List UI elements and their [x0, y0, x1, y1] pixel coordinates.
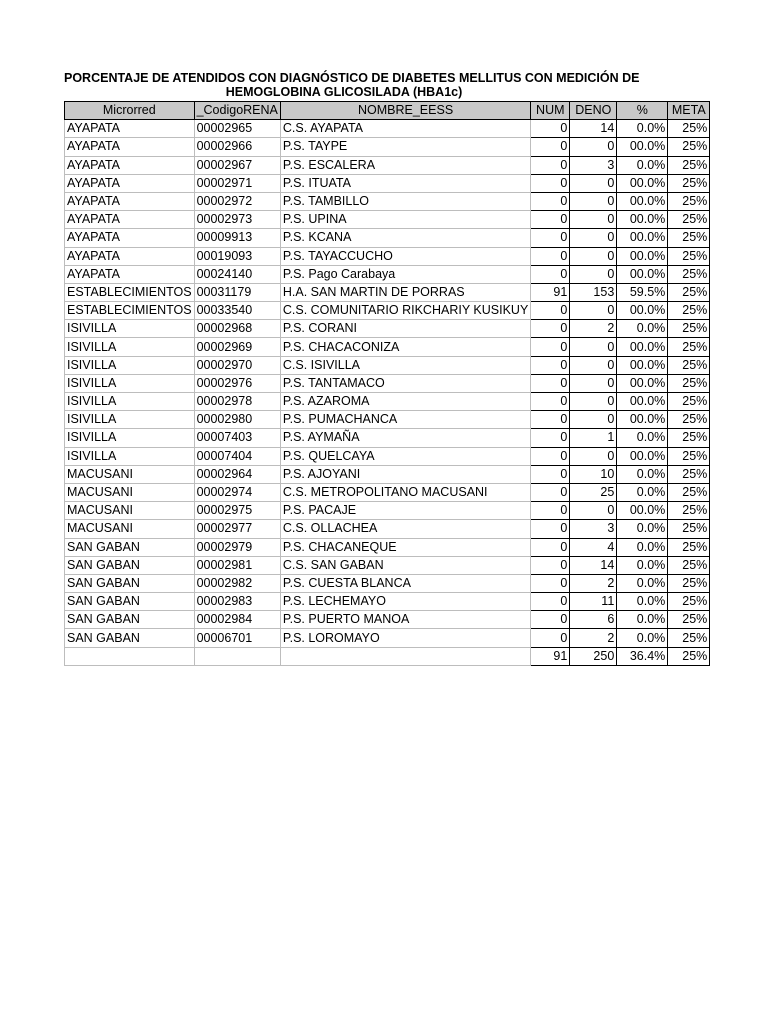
codigo-cell: 00002980 — [194, 411, 280, 429]
nombre-eess-cell: P.S. ITUATA — [280, 174, 530, 192]
codigo-cell: 00002981 — [194, 556, 280, 574]
codigo-cell: 00002979 — [194, 538, 280, 556]
meta-cell: 25% — [668, 429, 710, 447]
codigo-cell: 00002983 — [194, 593, 280, 611]
microrred-cell: SAN GABAN — [65, 556, 195, 574]
microrred-cell: AYAPATA — [65, 247, 195, 265]
table-row — [65, 411, 710, 429]
table-row — [65, 192, 710, 210]
num-cell: 0 — [531, 374, 570, 392]
nombre-eess-cell: P.S. CUESTA BLANCA — [280, 574, 530, 592]
num-cell: 0 — [531, 138, 570, 156]
nombre-eess-cell: P.S. AYMAÑA — [280, 429, 530, 447]
nombre-eess-cell: P.S. PUMACHANCA — [280, 411, 530, 429]
codigo-cell: 00002970 — [194, 356, 280, 374]
percent-cell: 0.0% — [617, 320, 668, 338]
nombre-eess-cell: P.S. PUERTO MANOA — [280, 611, 530, 629]
codigo-cell: 00002974 — [194, 483, 280, 501]
meta-cell: 25% — [668, 302, 710, 320]
codigo-cell: 00002968 — [194, 320, 280, 338]
percent-cell: 00.0% — [617, 302, 668, 320]
deno-cell: 3 — [570, 520, 617, 538]
percent-cell: 0.0% — [617, 429, 668, 447]
num-cell: 0 — [531, 229, 570, 247]
percent-cell: 00.0% — [617, 411, 668, 429]
table-row — [65, 465, 710, 483]
deno-cell: 2 — [570, 629, 617, 647]
codigo-cell: 00002967 — [194, 156, 280, 174]
nombre-eess-cell: P.S. TAMBILLO — [280, 192, 530, 210]
table-row — [65, 447, 710, 465]
nombre-eess-cell: P.S. Pago Carabaya — [280, 265, 530, 283]
num-cell: 0 — [531, 574, 570, 592]
percent-cell: 00.0% — [617, 447, 668, 465]
deno-cell: 0 — [570, 229, 617, 247]
nombre-eess-cell: C.S. ISIVILLA — [280, 356, 530, 374]
percent-cell: 0.0% — [617, 120, 668, 138]
deno-cell: 0 — [570, 211, 617, 229]
nombre-eess-cell: P.S. CHACANEQUE — [280, 538, 530, 556]
percent-cell: 00.0% — [617, 211, 668, 229]
nombre-eess-cell: H.A. SAN MARTIN DE PORRAS — [280, 283, 530, 301]
percent-cell: 0.0% — [617, 538, 668, 556]
percent-cell: 0.0% — [617, 629, 668, 647]
report-title-line1: PORCENTAJE DE ATENDIDOS CON DIAGNÓSTICO DE DIABETES MELLITUS CON MEDICIÓN DE — [64, 71, 640, 85]
percent-cell: 0.0% — [617, 611, 668, 629]
deno-cell: 14 — [570, 556, 617, 574]
deno-cell: 10 — [570, 465, 617, 483]
codigo-cell: 00002975 — [194, 502, 280, 520]
deno-cell: 2 — [570, 574, 617, 592]
codigo-cell: 00007403 — [194, 429, 280, 447]
meta-cell: 25% — [668, 538, 710, 556]
percent-cell: 00.0% — [617, 356, 668, 374]
num-cell: 0 — [531, 483, 570, 501]
percent-cell: 0.0% — [617, 520, 668, 538]
table-row — [65, 138, 710, 156]
codigo-cell: 00002973 — [194, 211, 280, 229]
num-cell: 0 — [531, 556, 570, 574]
codigo-cell: 00024140 — [194, 265, 280, 283]
meta-cell: 25% — [668, 174, 710, 192]
num-cell: 0 — [531, 429, 570, 447]
nombre-eess-cell: P.S. TAYPE — [280, 138, 530, 156]
header-microrred: Microrred — [65, 102, 195, 120]
meta-cell: 25% — [668, 465, 710, 483]
microrred-cell: SAN GABAN — [65, 538, 195, 556]
table-row — [65, 629, 710, 647]
header-percent: % — [617, 102, 668, 120]
data-table — [64, 101, 710, 666]
microrred-cell: AYAPATA — [65, 229, 195, 247]
nombre-eess-cell: P.S. TAYACCUCHO — [280, 247, 530, 265]
table-row — [65, 556, 710, 574]
codigo-cell: 00002964 — [194, 465, 280, 483]
deno-cell: 0 — [570, 265, 617, 283]
deno-cell: 25 — [570, 483, 617, 501]
deno-cell: 3 — [570, 156, 617, 174]
num-cell: 0 — [531, 356, 570, 374]
total-nombre-eess-cell — [280, 647, 530, 665]
meta-cell: 25% — [668, 393, 710, 411]
deno-cell: 0 — [570, 338, 617, 356]
meta-cell: 25% — [668, 447, 710, 465]
table-row — [65, 593, 710, 611]
meta-cell: 25% — [668, 629, 710, 647]
num-cell: 0 — [531, 120, 570, 138]
header-nombre-eess: NOMBRE_EESS — [280, 102, 530, 120]
num-cell: 0 — [531, 502, 570, 520]
num-cell: 0 — [531, 465, 570, 483]
meta-cell: 25% — [668, 247, 710, 265]
num-cell: 91 — [531, 283, 570, 301]
microrred-cell: ESTABLECIMIENTOS — [65, 302, 195, 320]
deno-cell: 0 — [570, 447, 617, 465]
meta-cell: 25% — [668, 192, 710, 210]
deno-cell: 0 — [570, 302, 617, 320]
header-deno: DENO — [570, 102, 617, 120]
percent-cell: 0.0% — [617, 593, 668, 611]
nombre-eess-cell: P.S. AZAROMA — [280, 393, 530, 411]
table-row — [65, 393, 710, 411]
codigo-cell: 00002978 — [194, 393, 280, 411]
header-meta: META — [668, 102, 710, 120]
num-cell: 0 — [531, 447, 570, 465]
microrred-cell: SAN GABAN — [65, 611, 195, 629]
microrred-cell: AYAPATA — [65, 192, 195, 210]
nombre-eess-cell: C.S. AYAPATA — [280, 120, 530, 138]
meta-cell: 25% — [668, 574, 710, 592]
percent-cell: 00.0% — [617, 247, 668, 265]
deno-cell: 2 — [570, 320, 617, 338]
percent-cell: 59.5% — [617, 283, 668, 301]
total-num-cell: 91 — [531, 647, 570, 665]
num-cell: 0 — [531, 593, 570, 611]
percent-cell: 00.0% — [617, 338, 668, 356]
deno-cell: 14 — [570, 120, 617, 138]
codigo-cell: 00009913 — [194, 229, 280, 247]
microrred-cell: ISIVILLA — [65, 429, 195, 447]
codigo-cell: 00002976 — [194, 374, 280, 392]
total-codigo-cell — [194, 647, 280, 665]
percent-cell: 00.0% — [617, 393, 668, 411]
meta-cell: 25% — [668, 283, 710, 301]
num-cell: 0 — [531, 338, 570, 356]
meta-cell: 25% — [668, 374, 710, 392]
table-row — [65, 211, 710, 229]
microrred-cell: MACUSANI — [65, 502, 195, 520]
nombre-eess-cell: P.S. CORANI — [280, 320, 530, 338]
table-row — [65, 374, 710, 392]
table-row — [65, 283, 710, 301]
microrred-cell: AYAPATA — [65, 211, 195, 229]
microrred-cell: MACUSANI — [65, 520, 195, 538]
meta-cell: 25% — [668, 502, 710, 520]
report-title-line2: HEMOGLOBINA GLICOSILADA (HBA1c) — [225, 85, 463, 99]
deno-cell: 0 — [570, 502, 617, 520]
microrred-cell: ISIVILLA — [65, 411, 195, 429]
nombre-eess-cell: P.S. KCANA — [280, 229, 530, 247]
microrred-cell: AYAPATA — [65, 120, 195, 138]
percent-cell: 00.0% — [617, 374, 668, 392]
microrred-cell: SAN GABAN — [65, 574, 195, 592]
meta-cell: 25% — [668, 229, 710, 247]
deno-cell: 1 — [570, 429, 617, 447]
microrred-cell: ISIVILLA — [65, 338, 195, 356]
nombre-eess-cell: C.S. COMUNITARIO RIKCHARIY KUSIKUY — [280, 302, 530, 320]
num-cell: 0 — [531, 211, 570, 229]
microrred-cell: ISIVILLA — [65, 393, 195, 411]
header-num: NUM — [531, 102, 570, 120]
deno-cell: 0 — [570, 247, 617, 265]
nombre-eess-cell: P.S. PACAJE — [280, 502, 530, 520]
nombre-eess-cell: P.S. TANTAMACO — [280, 374, 530, 392]
deno-cell: 6 — [570, 611, 617, 629]
percent-cell: 00.0% — [617, 138, 668, 156]
num-cell: 0 — [531, 320, 570, 338]
meta-cell: 25% — [668, 411, 710, 429]
table-row — [65, 265, 710, 283]
num-cell: 0 — [531, 520, 570, 538]
table-row — [65, 229, 710, 247]
codigo-cell: 00007404 — [194, 447, 280, 465]
nombre-eess-cell: P.S. LOROMAYO — [280, 629, 530, 647]
deno-cell: 0 — [570, 356, 617, 374]
microrred-cell: SAN GABAN — [65, 593, 195, 611]
codigo-cell: 00002984 — [194, 611, 280, 629]
num-cell: 0 — [531, 192, 570, 210]
meta-cell: 25% — [668, 138, 710, 156]
nombre-eess-cell: P.S. LECHEMAYO — [280, 593, 530, 611]
nombre-eess-cell: P.S. AJOYANI — [280, 465, 530, 483]
meta-cell: 25% — [668, 156, 710, 174]
table-row — [65, 574, 710, 592]
table-row — [65, 247, 710, 265]
num-cell: 0 — [531, 629, 570, 647]
microrred-cell: ISIVILLA — [65, 356, 195, 374]
codigo-cell: 00002972 — [194, 192, 280, 210]
microrred-cell: ISIVILLA — [65, 320, 195, 338]
codigo-cell: 00031179 — [194, 283, 280, 301]
num-cell: 0 — [531, 174, 570, 192]
table-row — [65, 611, 710, 629]
nombre-eess-cell: P.S. ESCALERA — [280, 156, 530, 174]
nombre-eess-cell: P.S. CHACACONIZA — [280, 338, 530, 356]
codigo-cell: 00002966 — [194, 138, 280, 156]
meta-cell: 25% — [668, 120, 710, 138]
codigo-cell: 00002965 — [194, 120, 280, 138]
table-row — [65, 520, 710, 538]
percent-cell: 00.0% — [617, 502, 668, 520]
num-cell: 0 — [531, 611, 570, 629]
deno-cell: 0 — [570, 393, 617, 411]
deno-cell: 4 — [570, 538, 617, 556]
meta-cell: 25% — [668, 320, 710, 338]
table-row — [65, 538, 710, 556]
total-percent-cell: 36.4% — [617, 647, 668, 665]
nombre-eess-cell: P.S. UPINA — [280, 211, 530, 229]
microrred-cell: ISIVILLA — [65, 447, 195, 465]
total-deno-cell: 250 — [570, 647, 617, 665]
microrred-cell: AYAPATA — [65, 138, 195, 156]
codigo-cell: 00002971 — [194, 174, 280, 192]
meta-cell: 25% — [668, 356, 710, 374]
table-row — [65, 338, 710, 356]
codigo-cell: 00033540 — [194, 302, 280, 320]
percent-cell: 00.0% — [617, 265, 668, 283]
codigo-cell: 00006701 — [194, 629, 280, 647]
table-row — [65, 302, 710, 320]
meta-cell: 25% — [668, 611, 710, 629]
num-cell: 0 — [531, 265, 570, 283]
microrred-cell: SAN GABAN — [65, 629, 195, 647]
percent-cell: 0.0% — [617, 556, 668, 574]
table-row — [65, 356, 710, 374]
percent-cell: 00.0% — [617, 229, 668, 247]
meta-cell: 25% — [668, 483, 710, 501]
meta-cell: 25% — [668, 265, 710, 283]
codigo-cell: 00002982 — [194, 574, 280, 592]
table-row — [65, 174, 710, 192]
codigo-cell: 00002977 — [194, 520, 280, 538]
percent-cell: 00.0% — [617, 192, 668, 210]
deno-cell: 0 — [570, 138, 617, 156]
microrred-cell: MACUSANI — [65, 465, 195, 483]
codigo-cell: 00002969 — [194, 338, 280, 356]
microrred-cell: AYAPATA — [65, 156, 195, 174]
percent-cell: 00.0% — [617, 174, 668, 192]
meta-cell: 25% — [668, 520, 710, 538]
deno-cell: 0 — [570, 174, 617, 192]
header-codigo-renaes: _CodigoRENA — [194, 102, 280, 120]
deno-cell: 11 — [570, 593, 617, 611]
num-cell: 0 — [531, 247, 570, 265]
deno-cell: 0 — [570, 192, 617, 210]
microrred-cell: ISIVILLA — [65, 374, 195, 392]
percent-cell: 0.0% — [617, 483, 668, 501]
num-cell: 0 — [531, 538, 570, 556]
deno-cell: 153 — [570, 283, 617, 301]
table-row — [65, 120, 710, 138]
percent-cell: 0.0% — [617, 156, 668, 174]
header-row — [65, 102, 710, 120]
num-cell: 0 — [531, 156, 570, 174]
nombre-eess-cell: P.S. QUELCAYA — [280, 447, 530, 465]
percent-cell: 0.0% — [617, 465, 668, 483]
num-cell: 0 — [531, 302, 570, 320]
table-row — [65, 320, 710, 338]
meta-cell: 25% — [668, 338, 710, 356]
microrred-cell: ESTABLECIMIENTOS — [65, 283, 195, 301]
report-title — [64, 71, 640, 99]
meta-cell: 25% — [668, 593, 710, 611]
percent-cell: 0.0% — [617, 574, 668, 592]
codigo-cell: 00019093 — [194, 247, 280, 265]
deno-cell: 0 — [570, 374, 617, 392]
total-meta-cell: 25% — [668, 647, 710, 665]
table-row — [65, 502, 710, 520]
num-cell: 0 — [531, 393, 570, 411]
nombre-eess-cell: C.S. SAN GABAN — [280, 556, 530, 574]
nombre-eess-cell: C.S. METROPOLITANO MACUSANI — [280, 483, 530, 501]
num-cell: 0 — [531, 411, 570, 429]
nombre-eess-cell: C.S. OLLACHEA — [280, 520, 530, 538]
total-row — [65, 647, 710, 665]
microrred-cell: AYAPATA — [65, 174, 195, 192]
meta-cell: 25% — [668, 556, 710, 574]
table-row — [65, 429, 710, 447]
total-microrred-cell — [65, 647, 195, 665]
microrred-cell: MACUSANI — [65, 483, 195, 501]
meta-cell: 25% — [668, 211, 710, 229]
microrred-cell: AYAPATA — [65, 265, 195, 283]
table-row — [65, 156, 710, 174]
table-row — [65, 483, 710, 501]
deno-cell: 0 — [570, 411, 617, 429]
